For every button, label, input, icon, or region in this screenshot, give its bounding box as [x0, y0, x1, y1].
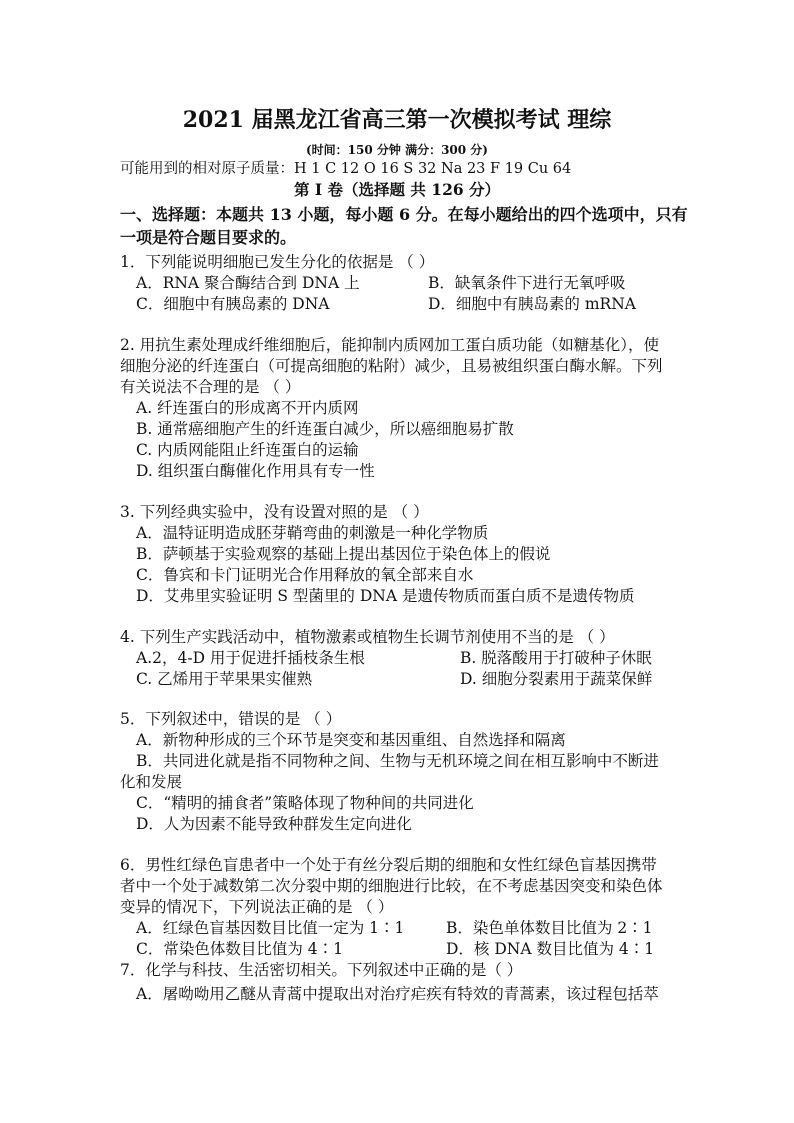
- q5-option-d: D．人为因素不能导致种群发生定向进化: [136, 815, 412, 833]
- q2-stem-1: 2. 用抗生素处理成纤维细胞后，能抑制内质网加工蛋白质功能（如糖基化），使: [120, 336, 659, 354]
- q1-option-b: B．缺氧条件下进行无氧呼吸: [428, 274, 626, 292]
- q3-option-a: A．温特证明造成胚芽鞘弯曲的刺激是一种化学物质: [136, 524, 489, 542]
- q4-option-a: A.2，4-D 用于促进扦插枝条生根: [136, 649, 365, 667]
- atomic-masses: 可能用到的相对原子质量：H 1 C 12 O 16 S 32 Na 23 F 19 Cu 64: [120, 161, 572, 177]
- time-score: (时间：150 分钟 满分：300 分): [306, 143, 488, 157]
- q3-option-d: D．艾弗里实验证明 S 型菌里的 DNA 是遗传物质而蛋白质不是遗传物质: [136, 587, 635, 605]
- q6-stem-1: 6．男性红绿色盲患者中一个处于有丝分裂后期的细胞和女性红绿色盲基因携带: [120, 856, 657, 874]
- q6-option-a: A．红绿色盲基因数目比值一定为 1∶1: [136, 919, 405, 937]
- q5-option-b-1: B．共同进化就是指不同物种之间、生物与无机环境之间在相互影响中不断进: [136, 752, 659, 770]
- q1-option-a: A．RNA 聚合酶结合到 DNA 上: [136, 274, 360, 292]
- instructions-line2: 一项是符合题目要求的。: [120, 228, 297, 247]
- q6-option-d: D．核 DNA 数目比值为 4∶1: [446, 940, 655, 958]
- q6-option-b: B．染色单体数目比值为 2∶1: [446, 919, 653, 937]
- q3-stem: 3. 下列经典实验中，没有设置对照的是 （ ）: [120, 503, 429, 521]
- q1-option-d: D．细胞中有胰岛素的 mRNA: [428, 295, 636, 313]
- q2-option-b: B. 通常癌细胞产生的纤连蛋白减少，所以癌细胞易扩散: [136, 420, 514, 438]
- q2-stem-2: 细胞分泌的纤连蛋白（可提高细胞的粘附）减少，且易被组织蛋白酶水解。下列: [120, 357, 663, 375]
- q2-option-d: D. 组织蛋白酶催化作用具有专一性: [136, 462, 375, 480]
- q3-option-c: C．鲁宾和卡门证明光合作用释放的氧全部来自水: [136, 566, 474, 584]
- q3-option-b: B．萨顿基于实验观察的基础上提出基因位于染色体上的假说: [136, 545, 551, 563]
- q7-stem: 7．化学与科技、生活密切相关。下列叙述中正确的是（ ）: [120, 961, 523, 979]
- exam-title: 2021 届黑龙江省高三第一次模拟考试 理综: [182, 107, 612, 133]
- q7-option-a: A．屠呦呦用乙醚从青蒿中提取出对治疗疟疾有特效的青蒿素，该过程包括萃: [136, 985, 659, 1003]
- q4-option-b: B. 脱落酸用于打破种子休眠: [460, 649, 652, 667]
- q6-stem-3: 变异的情况下，下列说法正确的是 （ ）: [120, 898, 394, 916]
- q5-option-a: A．新物种形成的三个环节是突变和基因重组、自然选择和隔离: [136, 731, 566, 749]
- q2-option-a: A. 纤连蛋白的形成离不开内质网: [136, 399, 359, 417]
- q2-option-c: C. 内质网能阻止纤连蛋白的运输: [136, 441, 359, 459]
- q5-option-b-2: 化和发展: [120, 773, 183, 791]
- q4-option-c: C. 乙烯用于苹果果实催熟: [136, 670, 313, 688]
- q5-option-c: C．“精明的捕食者”策略体现了物种间的共同进化: [136, 794, 474, 812]
- q1-stem: 1．下列能说明细胞已发生分化的依据是 （ ）: [120, 253, 435, 271]
- q2-stem-3: 有关说法不合理的是 （ ）: [120, 378, 301, 396]
- instructions-line1: 一、选择题：本题共 13 小题，每小题 6 分。在每小题给出的四个选项中，只有: [120, 205, 688, 224]
- q4-option-d: D. 细胞分裂素用于蔬菜保鲜: [460, 670, 653, 688]
- q5-stem: 5．下列叙述中，错误的是 （ ）: [120, 710, 342, 728]
- q4-stem: 4. 下列生产实践活动中，植物激素或植物生长调节剂使用不当的是 （ ）: [120, 628, 615, 646]
- q6-stem-2: 者中一个处于减数第二次分裂中期的细胞进行比较，在不考虑基因突变和染色体: [120, 877, 663, 895]
- section-title: 第 I 卷（选择题 共 126 分）: [293, 180, 501, 199]
- q6-option-c: C．常染色体数目比值为 4∶1: [136, 940, 344, 958]
- q1-option-c: C．细胞中有胰岛素的 DNA: [136, 295, 330, 313]
